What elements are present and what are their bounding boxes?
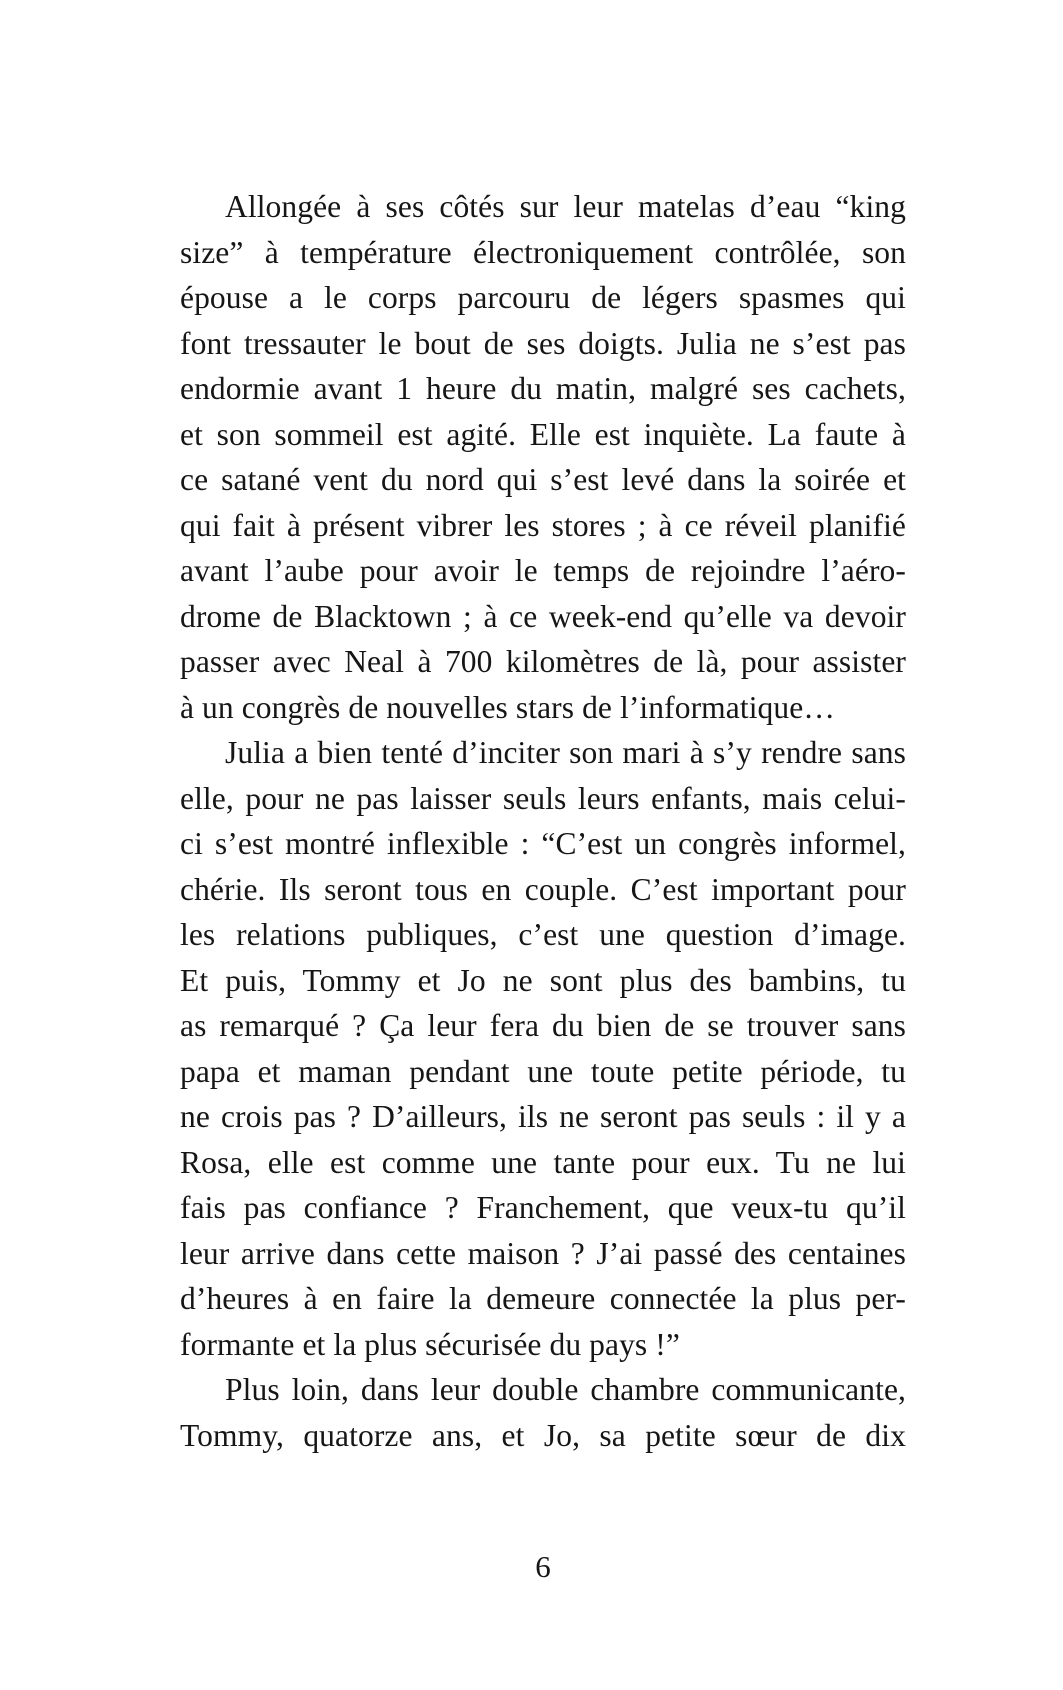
text-line: passer avec Neal à 700 kilomètres de là, pour assister <box>180 644 906 679</box>
text-line: les relations publiques, c’est une question d’image. <box>180 917 906 952</box>
text-line: Julia a bien tenté d’inciter son mari à s’y rendre sans <box>225 735 906 770</box>
text-line: ne crois pas ? D’ailleurs, ils ne seront pas seuls : il y a <box>180 1099 906 1134</box>
text-line: font tressauter le bout de ses doigts. Julia ne s’est pas <box>180 325 906 361</box>
text-line: endormie avant 1 heure du matin, malgré ses cachets, <box>180 371 906 406</box>
text-line: fais pas confiance ? Franchement, que veux-tu qu’il <box>180 1190 906 1225</box>
text-line: leur arrive dans cette maison ? J’ai passé des centaines <box>180 1235 906 1271</box>
text-line: Et puis, Tommy et Jo ne sont plus des bambins, tu <box>180 962 906 998</box>
page-number: 6 <box>535 1549 551 1584</box>
text-line: d’heures à en faire la demeure connectée la plus per- <box>180 1281 906 1316</box>
text-line: drome de Blacktown ; à ce week-end qu’elle va devoir <box>180 598 906 634</box>
text-line: avant l’aube pour avoir le temps de rejoindre l’aéro- <box>180 553 906 588</box>
text-line: Rosa, elle est comme une tante pour eux. Tu ne lui <box>180 1144 906 1180</box>
text-line: Plus loin, dans leur double chambre communicante, <box>225 1372 906 1407</box>
text-block <box>180 184 906 1458</box>
text-line: épouse a le corps parcouru de légers spasmes qui <box>180 280 906 315</box>
text-line: qui fait à présent vibrer les stores ; à ce réveil planifié <box>180 507 906 543</box>
text-line: ci s’est montré inflexible : “C’est un congrès informel, <box>180 826 906 861</box>
text-line: elle, pour ne pas laisser seuls leurs enfants, mais celui- <box>180 780 906 816</box>
text-line: as remarqué ? Ça leur fera du bien de se trouver sans <box>180 1008 906 1043</box>
text-line: chérie. Ils seront tous en couple. C’est important pour <box>180 871 906 907</box>
text-line: à un congrès de nouvelles stars de l’informatique… <box>180 689 835 725</box>
text-line: et son sommeil est agité. Elle est inquiète. La faute à <box>180 416 906 452</box>
text-line: papa et maman pendant une toute petite période, tu <box>180 1053 906 1089</box>
text-line: formante et la plus sécurisée du pays !” <box>180 1326 680 1362</box>
text-line: ce satané vent du nord qui s’est levé dans la soirée et <box>180 462 906 497</box>
text-line: Tommy, quatorze ans, et Jo, sa petite sœur de dix <box>180 1417 906 1453</box>
text-line: size” à température électroniquement contrôlée, son <box>180 234 906 270</box>
text-line: Allongée à ses côtés sur leur matelas d’eau “king <box>225 189 906 224</box>
